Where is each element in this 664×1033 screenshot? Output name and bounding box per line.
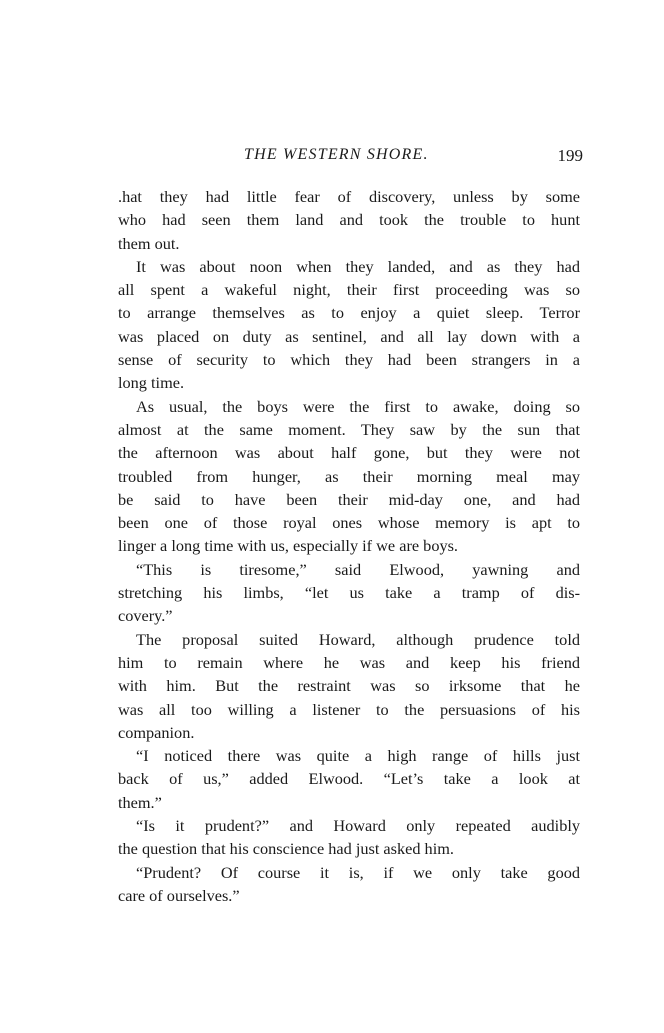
text-line: “Is it prudent?” and Howard only repeated audibly <box>136 816 580 836</box>
text-line: the question that his conscience had just asked him. <box>118 839 454 859</box>
text-line: care of ourselves.” <box>118 885 240 905</box>
text-line: was placed on duty as sentinel, and all lay down with a <box>118 326 580 346</box>
page-number: 199 <box>557 146 583 165</box>
text-line: the afternoon was about half gone, but they were not <box>118 443 580 463</box>
text-line: “This is tiresome,” said Elwood, yawning and <box>136 559 580 579</box>
text-line: long time. <box>118 373 185 393</box>
text-line: who had seen them land and took the trouble to hunt <box>118 210 580 230</box>
text-line: covery.” <box>118 606 173 626</box>
text-line: sense of security to which they had been strangers in a <box>118 350 580 370</box>
body-text <box>118 185 580 907</box>
text-line: stretching his limbs, “let us take a tramp of dis- <box>118 583 580 603</box>
text-line: back of us,” added Elwood. “Let’s take a look at <box>118 769 580 789</box>
text-line: linger a long time with us, especially if we are boys. <box>118 536 459 556</box>
text-line: was all too willing a listener to the persuasions of his <box>118 699 580 719</box>
text-line: It was about noon when they landed, and as they had <box>136 256 580 276</box>
text-line: .hat they had little fear of discovery, unless by some <box>118 187 580 206</box>
text-line: to arrange themselves as to enjoy a quiet sleep. Terror <box>118 303 580 323</box>
text-line: them out. <box>118 233 180 253</box>
running-header <box>118 146 583 170</box>
text-line: “I noticed there was quite a high range of hills just <box>136 746 580 766</box>
text-line: with him. But the restraint was so irksome that he <box>118 676 580 696</box>
text-line: been one of those royal ones whose memory is apt to <box>118 513 580 533</box>
text-line: almost at the same moment. They saw by the sun that <box>118 419 580 439</box>
text-line: troubled from hunger, as their morning meal may <box>118 466 580 486</box>
text-line: him to remain where he was and keep his friend <box>118 652 580 672</box>
text-line: be said to have been their mid-day one, and had <box>118 489 580 509</box>
text-line: As usual, the boys were the first to awake, doing so <box>136 396 580 416</box>
text-line: all spent a wakeful night, their first proceeding was so <box>118 280 580 300</box>
running-title: THE WESTERN SHORE. <box>244 146 429 163</box>
text-line: them.” <box>118 792 162 812</box>
text-line: The proposal suited Howard, although prudence told <box>136 629 580 649</box>
text-line: “Prudent? Of course it is, if we only take good <box>136 862 580 882</box>
text-line: companion. <box>118 722 195 742</box>
